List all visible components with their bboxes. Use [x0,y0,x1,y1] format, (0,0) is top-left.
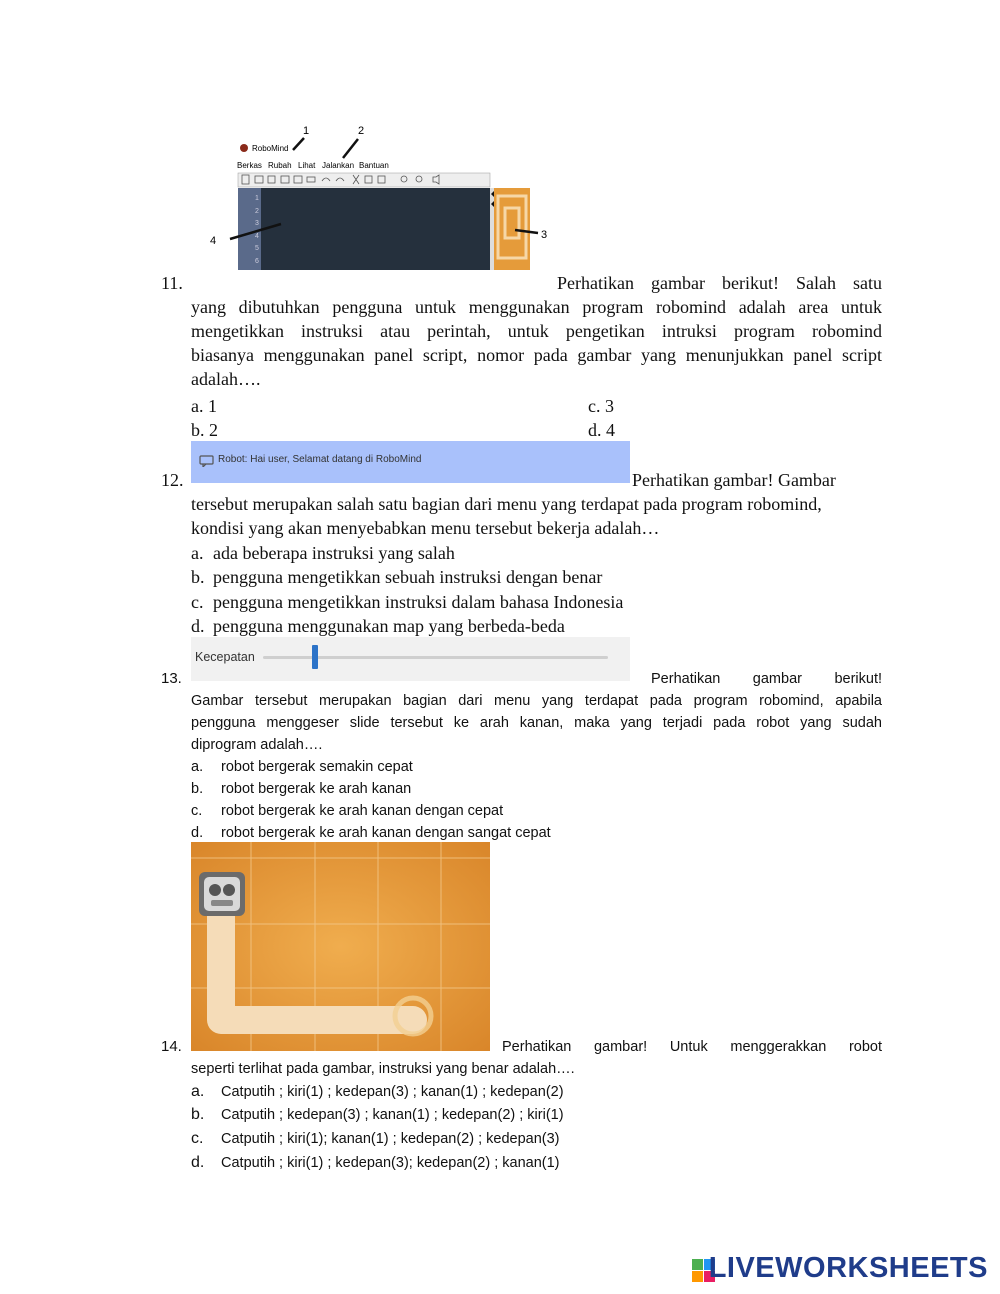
question-13-lead: Perhatikan gambar berikut! [651,671,882,687]
option-text: robot bergerak ke arah kanan dengan cepat [221,803,504,819]
q13-option-b[interactable] [191,778,412,800]
option-letter: d. [191,825,204,841]
option-letter: d. [191,616,205,636]
speed-slider-thumb[interactable] [312,645,318,669]
q13-option-c[interactable] [191,800,504,822]
question-13-text: pengguna menggeser slide tersebut ke arah kanan, maka yang terjadi pada robot yang sudah [191,715,882,731]
callout-4: 4 [210,235,217,247]
q11-option-d[interactable]: d. 4 [588,420,615,440]
robomind-window-image [205,120,555,270]
menu-jalankan: Jalankan [322,161,355,170]
q11-option-b[interactable]: b. 2 [191,420,218,440]
q13-option-d[interactable] [191,822,551,844]
option-letter: c. [191,592,204,612]
line-number: 5 [255,245,259,252]
question-12-text: kondisi yang akan menyebabkan menu tersebut bekerja adalah… [191,518,660,538]
q11-option-c[interactable]: c. 3 [588,396,614,416]
option-letter: d. [191,1154,205,1171]
script-panel [238,188,490,270]
option-text: pengguna menggunakan map yang berbeda-beda [213,616,565,636]
option-text: pengguna mengetikkan sebuah instruksi dengan benar [213,567,603,587]
question-11-text: adalah…. [191,369,261,389]
q11-option-a[interactable]: a. 1 [191,396,217,416]
question-13-text: Gambar tersebut merupakan bagian dari menu yang terdapat pada program robomind, apabila [191,693,882,709]
chat-bubble-icon [199,455,215,467]
line-number: 1 [255,195,259,202]
callout-3: 3 [541,229,548,241]
toolbar [238,173,490,187]
question-12-number: 12. [161,470,184,490]
line-number: 4 [255,233,259,240]
option-letter: c. [191,803,203,819]
question-11-text: yang dibutuhkan pengguna untuk menggunakan program robomind adalah area untuk [191,297,882,317]
speed-label: Kecepatan [195,650,255,664]
option-letter: c. [191,1130,204,1147]
q13-option-a[interactable] [191,756,413,778]
callout-2-pointer [343,139,358,158]
option-text: robot bergerak ke arah kanan [221,781,412,797]
option-letter: a. [191,543,204,563]
option-text: pengguna mengetikkan instruksi dalam bahasa Indonesia [213,592,624,612]
question-12-lead: Perhatikan gambar! Gambar [632,470,836,490]
q12-option-a[interactable] [191,541,455,565]
menu-rubah: Rubah [268,161,292,170]
option-text: ada beberapa instruksi yang salah [213,543,455,563]
option-letter: b. [191,1106,205,1123]
question-11-text: mengetikkan instruksi atau perintah, untuk pengetikan intruksi program robomind [191,321,882,341]
option-letter: b. [191,781,204,797]
q12-option-c[interactable] [191,590,624,614]
menu-lihat: Lihat [298,161,316,170]
q14-option-c[interactable] [191,1128,560,1150]
question-13-number: 13. [161,670,182,687]
robot-message-statusbar [191,441,630,483]
callout-2: 2 [358,125,365,137]
option-text: Catputih ; kedepan(3) ; kanan(1) ; kedepan(2) ; kiri(1) [221,1107,564,1123]
question-14-text: seperti terlihat pada gambar, instruksi yang benar adalah…. [191,1061,575,1077]
option-letter: a. [191,1083,205,1100]
line-number: 3 [255,220,259,227]
menu-bantuan: Bantuan [359,161,389,170]
splitter [490,188,494,270]
robomind-screenshot-figure [205,120,555,270]
q14-option-d[interactable] [191,1152,560,1174]
app-title: RoboMind [252,144,289,153]
question-12-text: tersebut merupakan salah satu bagian dari menu yang terdapat pada program robomind, [191,494,822,514]
robot-map-figure [191,842,490,1051]
option-text: robot bergerak ke arah kanan dengan sangat cepat [221,825,551,841]
q12-option-b[interactable] [191,565,603,589]
option-text: Catputih ; kiri(1) ; kedepan(3); kedepan(2) ; kanan(1) [221,1155,560,1171]
line-number: 6 [255,258,259,265]
question-11-text: biasanya menggunakan panel script, nomor pada gambar yang menunjukkan panel script [191,345,882,365]
option-text: robot bergerak semakin cepat [221,759,413,775]
option-letter: b. [191,567,205,587]
callout-1-pointer [293,138,304,150]
callout-1: 1 [303,125,310,137]
menu-berkas: Berkas [237,161,262,170]
liveworksheets-logo-text: LIVEWORKSHEETS [708,1252,988,1284]
robomind-logo-icon [240,144,248,152]
question-11-lead: Perhatikan gambar berikut! Salah satu [557,273,882,293]
robot-map-image [191,842,490,1051]
q14-option-b[interactable] [191,1104,564,1126]
speed-slider-figure [191,637,630,681]
question-11-number: 11. [161,273,183,293]
question-13-text: diprogram adalah…. [191,737,323,753]
robot-message-text: Robot: Hai user, Selamat datang di RoboMind [218,454,422,465]
question-14-lead: Perhatikan gambar! Untuk menggerakkan robot [502,1039,882,1055]
option-letter: a. [191,759,204,775]
option-text: Catputih ; kiri(1); kanan(1) ; kedepan(2) ; kedepan(3) [221,1131,560,1147]
robot-icon [199,872,245,916]
question-14-number: 14. [161,1038,182,1055]
q12-option-d[interactable] [191,614,565,638]
option-text: Catputih ; kiri(1) ; kedepan(3) ; kanan(1) ; kedepan(2) [221,1084,564,1100]
line-number: 2 [255,208,259,215]
q14-option-a[interactable] [191,1081,564,1103]
